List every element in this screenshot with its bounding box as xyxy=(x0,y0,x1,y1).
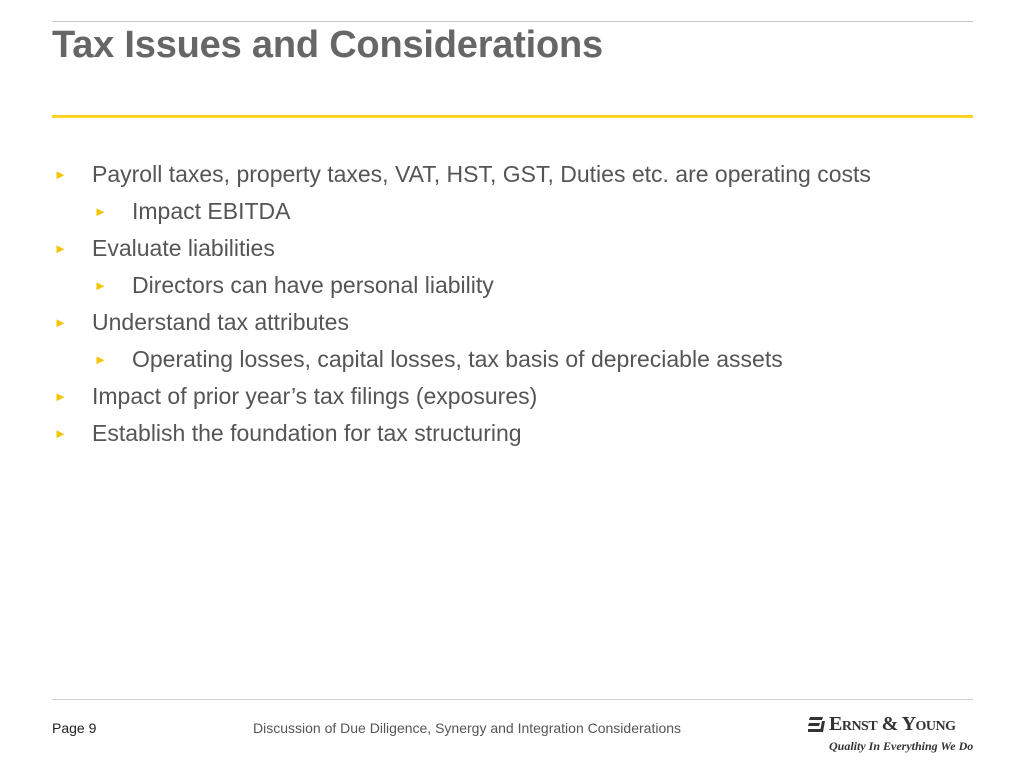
triangle-right-icon: ► xyxy=(54,389,67,404)
title-underline xyxy=(52,115,973,118)
triangle-right-icon: ► xyxy=(94,204,107,219)
sub-bullet-text: Impact EBITDA xyxy=(132,198,291,224)
sub-bullet-text: Directors can have personal liability xyxy=(132,272,494,298)
bullet-text: Impact of prior year’s tax filings (exposures) xyxy=(92,383,538,409)
bullet-text: Evaluate liabilities xyxy=(92,235,275,261)
page-number: Page 9 xyxy=(52,720,97,736)
bullet-text: Understand tax attributes xyxy=(92,309,349,335)
footer-divider xyxy=(52,699,973,700)
bullet-item xyxy=(52,415,992,452)
logo-tagline: Quality In Everything We Do xyxy=(829,739,974,753)
sub-bullet-text: Operating losses, capital losses, tax basis of depreciable assets xyxy=(132,346,783,372)
triangle-right-icon: ► xyxy=(54,167,67,182)
bullet-item xyxy=(52,378,992,415)
sub-bullet-item xyxy=(52,267,992,304)
triangle-right-icon: ► xyxy=(94,278,107,293)
footer-caption: Discussion of Due Diligence, Synergy and Integration Considerations xyxy=(253,720,682,736)
triangle-right-icon: ► xyxy=(94,352,107,367)
ey-bars-icon xyxy=(808,716,826,733)
triangle-right-icon: ► xyxy=(54,426,67,441)
bullet-item xyxy=(52,230,992,267)
logo-name: Ernst & Young xyxy=(829,713,956,735)
sub-bullet-item xyxy=(52,341,992,378)
bullet-text: Payroll taxes, property taxes, VAT, HST, GST, Duties etc. are operating costs xyxy=(92,161,871,187)
company-logo xyxy=(808,713,978,757)
triangle-right-icon: ► xyxy=(54,315,67,330)
sub-bullet-item xyxy=(52,193,992,230)
bullet-item xyxy=(52,156,992,193)
bullet-item xyxy=(52,304,992,341)
bullet-text: Establish the foundation for tax structuring xyxy=(92,420,522,446)
top-divider xyxy=(52,21,973,22)
bullet-list xyxy=(52,156,992,452)
triangle-right-icon: ► xyxy=(54,241,67,256)
slide-title: Tax Issues and Considerations xyxy=(52,24,603,66)
